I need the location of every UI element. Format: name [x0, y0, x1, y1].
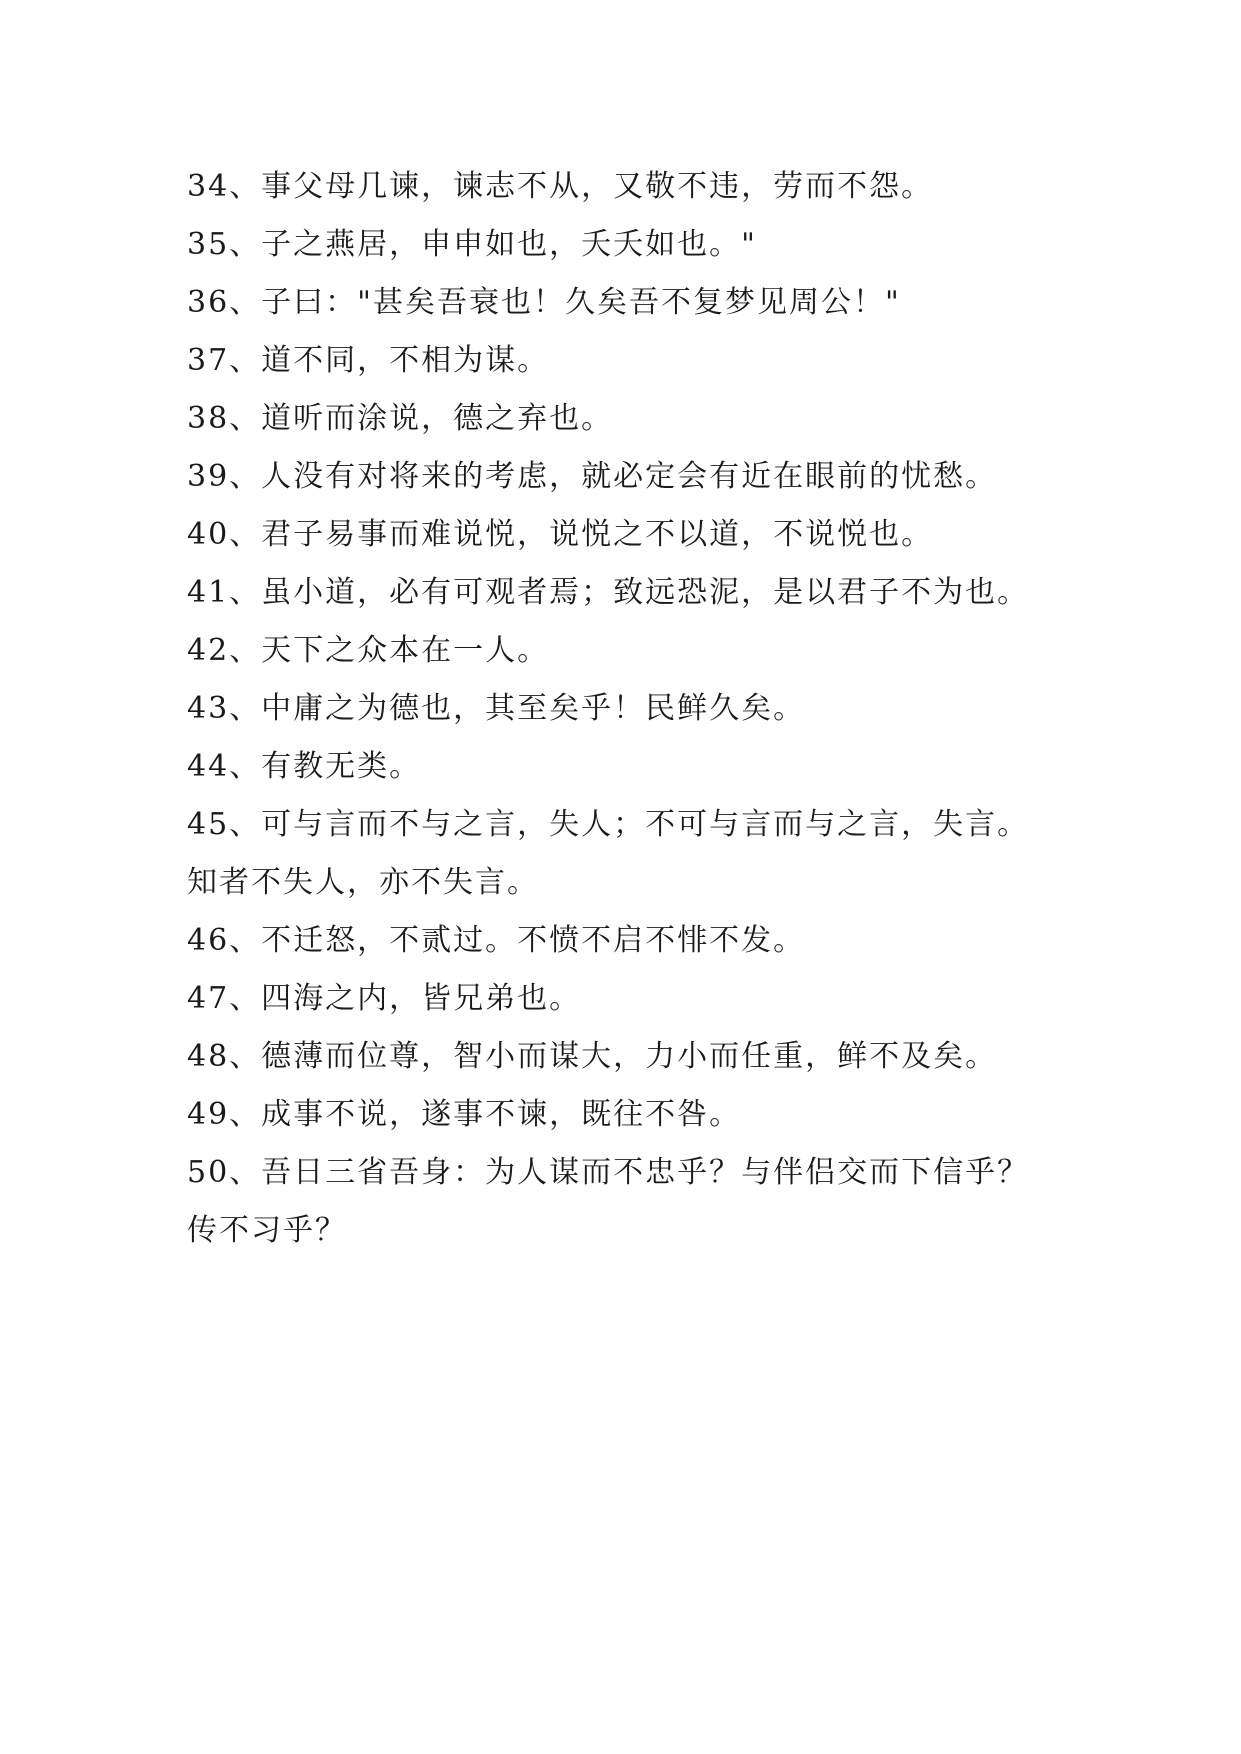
text-line: 37、道不同，不相为谋。 — [187, 343, 550, 378]
text-line: 44、有教无类。 — [187, 749, 422, 784]
text-line: 知者不失人，亦不失言。 — [187, 865, 539, 900]
text-line: 36、子曰："甚矣吾衰也！久矣吾不复梦见周公！" — [187, 285, 901, 320]
text-line: 41、虽小道，必有可观者焉；致远恐泥，是以君子不为也。 — [187, 575, 1030, 610]
text-line: 38、道听而涂说，德之弃也。 — [187, 401, 614, 436]
text-line: 40、君子易事而难说悦，说悦之不以道，不说悦也。 — [187, 517, 934, 552]
text-line: 49、成事不说，遂事不谏，既往不咎。 — [187, 1097, 742, 1132]
text-line: 47、四海之内，皆兄弟也。 — [187, 981, 582, 1016]
text-line: 传不习乎？ — [187, 1213, 347, 1248]
text-line: 50、吾日三省吾身：为人谋而不忠乎？与伴侣交而下信乎？ — [187, 1155, 1030, 1190]
text-line: 45、可与言而不与之言，失人；不可与言而与之言，失言。 — [187, 807, 1030, 842]
document-body — [187, 158, 1087, 1260]
text-line: 43、中庸之为德也，其至矣乎！民鲜久矣。 — [187, 691, 806, 726]
text-line: 42、天下之众本在一人。 — [187, 633, 550, 668]
text-line: 34、事父母几谏，谏志不从，又敬不违，劳而不怨。 — [187, 169, 934, 204]
text-line: 48、德薄而位尊，智小而谋大，力小而任重，鲜不及矣。 — [187, 1039, 998, 1074]
text-line: 35、子之燕居，申申如也，夭夭如也。" — [187, 227, 757, 262]
text-line: 39、人没有对将来的考虑，就必定会有近在眼前的忧愁。 — [187, 459, 998, 494]
text-line: 46、不迁怒，不贰过。不愤不启不悱不发。 — [187, 923, 806, 958]
